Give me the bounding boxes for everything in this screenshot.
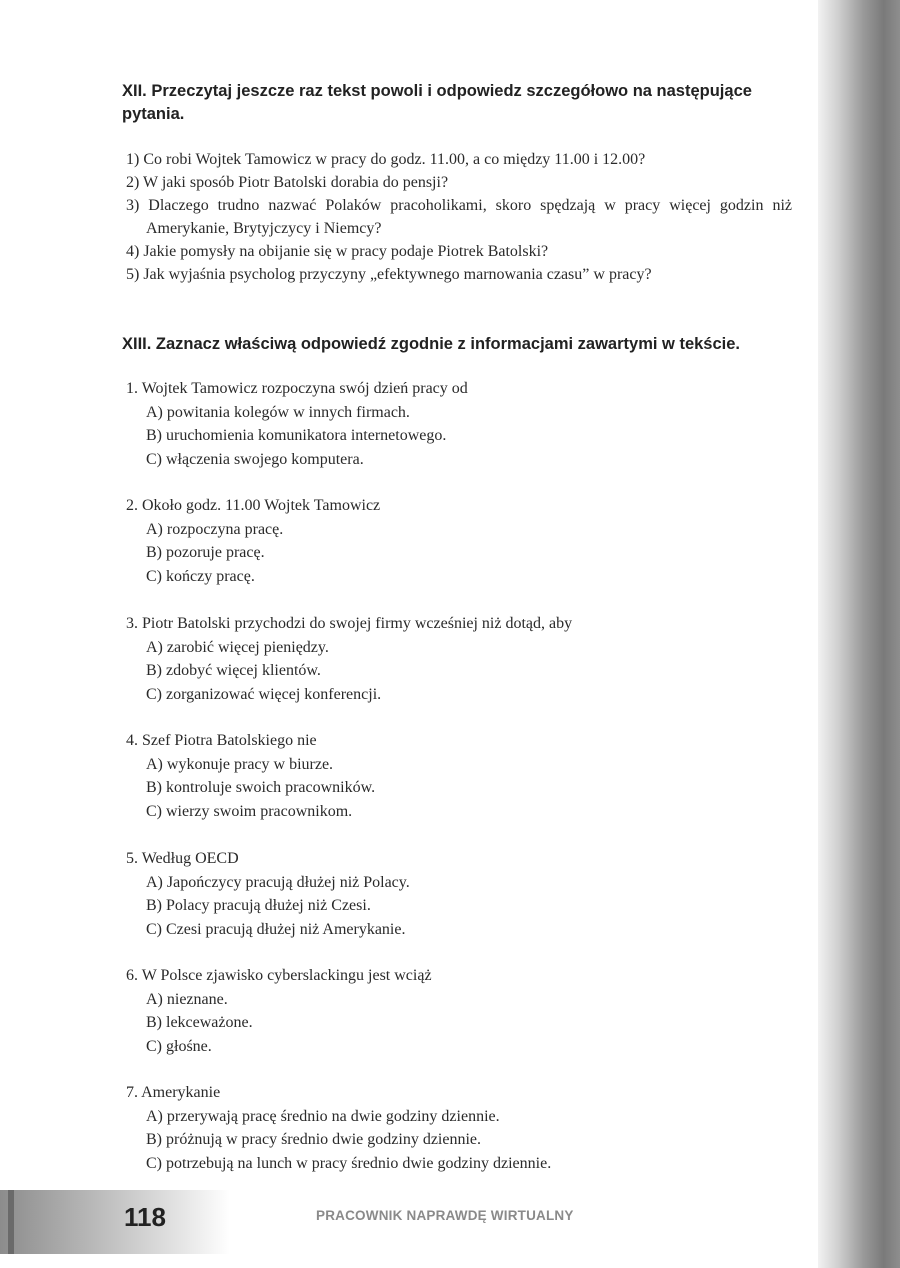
section-xii-question-list: [126, 148, 792, 286]
question-stem: 4. Szef Piotra Batolskiego nie: [126, 732, 317, 749]
open-question: 2) W jaki sposób Piotr Batolski dorabia do pensji?: [126, 174, 449, 191]
answer-option: B) próżnują w pracy średnio dwie godziny dziennie.: [146, 1131, 482, 1148]
answer-option: C) Czesi pracują dłużej niż Amerykanie.: [146, 920, 406, 938]
answer-option: C) zorganizować więcej konferencji.: [146, 685, 382, 703]
running-title: PRACOWNIK NAPRAWDĘ WIRTUALNY: [316, 1208, 574, 1223]
multiple-choice-question: [126, 377, 766, 471]
open-question: 5) Jak wyjaśnia psycholog przyczyny „efektywnego marnowania czasu” w pracy?: [126, 266, 652, 283]
answer-option: B) uruchomienia komunikatora internetowego.: [146, 427, 447, 444]
question-stem: 7. Amerykanie: [126, 1084, 221, 1101]
answer-option: B) Polacy pracują dłużej niż Czesi.: [146, 897, 371, 914]
answer-option: A) powitania kolegów w innych firmach.: [146, 403, 410, 421]
multiple-choice-question: [126, 494, 766, 588]
section-xii-heading: XII. Przeczytaj jeszcze raz tekst powoli i odpowiedz szczegółowo na następujące pytania.: [122, 82, 752, 123]
answer-option: A) nieznane.: [146, 990, 228, 1008]
section-xiii-heading: XIII. Zaznacz właściwą odpowiedź zgodnie z informacjami zawartymi w tekście.: [122, 335, 741, 353]
answer-option: A) wykonuje pracy w biurze.: [146, 755, 334, 773]
footer-edge-bar: [8, 1190, 14, 1254]
open-question: 1) Co robi Wojtek Tamowicz w pracy do godz. 11.00, a co między 11.00 i 12.00?: [126, 151, 646, 168]
multiple-choice-question: [126, 847, 766, 941]
answer-option: B) zdobyć więcej klientów.: [146, 662, 321, 679]
answer-option: C) kończy pracę.: [146, 567, 255, 585]
open-question: 3) Dlaczego trudno nazwać Polaków pracoholikami, skoro spędzają w pracy więcej godzin niż Amerykanie, Brytyjczycy i Niemcy?: [126, 197, 792, 237]
multiple-choice-question: [126, 1081, 766, 1175]
page-number: 118: [124, 1202, 166, 1232]
footer-gradient-band: [0, 1190, 230, 1254]
multiple-choice-question: [126, 964, 766, 1058]
answer-option: C) głośne.: [146, 1037, 212, 1055]
question-stem: 1. Wojtek Tamowicz rozpoczyna swój dzień pracy od: [126, 380, 468, 397]
answer-option: C) wierzy swoim pracownikom.: [146, 802, 353, 820]
book-spine-shadow: [818, 0, 900, 1268]
multiple-choice-question: [126, 612, 766, 706]
question-stem: 5. Według OECD: [126, 850, 239, 867]
question-stem: 6. W Polsce zjawisko cyberslackingu jest wciąż: [126, 967, 432, 984]
answer-option: B) pozoruje pracę.: [146, 544, 265, 561]
answer-option: B) kontroluje swoich pracowników.: [146, 779, 376, 796]
question-stem: 3. Piotr Batolski przychodzi do swojej firmy wcześniej niż dotąd, aby: [126, 615, 573, 632]
answer-option: C) włączenia swojego komputera.: [146, 450, 364, 468]
answer-option: B) lekceważone.: [146, 1014, 253, 1031]
answer-option: C) potrzebują na lunch w pracy średnio dwie godziny dziennie.: [146, 1154, 552, 1172]
question-stem: 2. Około godz. 11.00 Wojtek Tamowicz: [126, 497, 381, 514]
multiple-choice-question: [126, 729, 766, 823]
answer-option: A) zarobić więcej pieniędzy.: [146, 638, 329, 656]
answer-option: A) rozpoczyna pracę.: [146, 520, 284, 538]
open-question: 4) Jakie pomysły na obijanie się w pracy podaje Piotrek Batolski?: [126, 243, 549, 260]
answer-option: A) przerywają pracę średnio na dwie godziny dziennie.: [146, 1107, 500, 1125]
answer-option: A) Japończycy pracują dłużej niż Polacy.: [146, 873, 410, 891]
